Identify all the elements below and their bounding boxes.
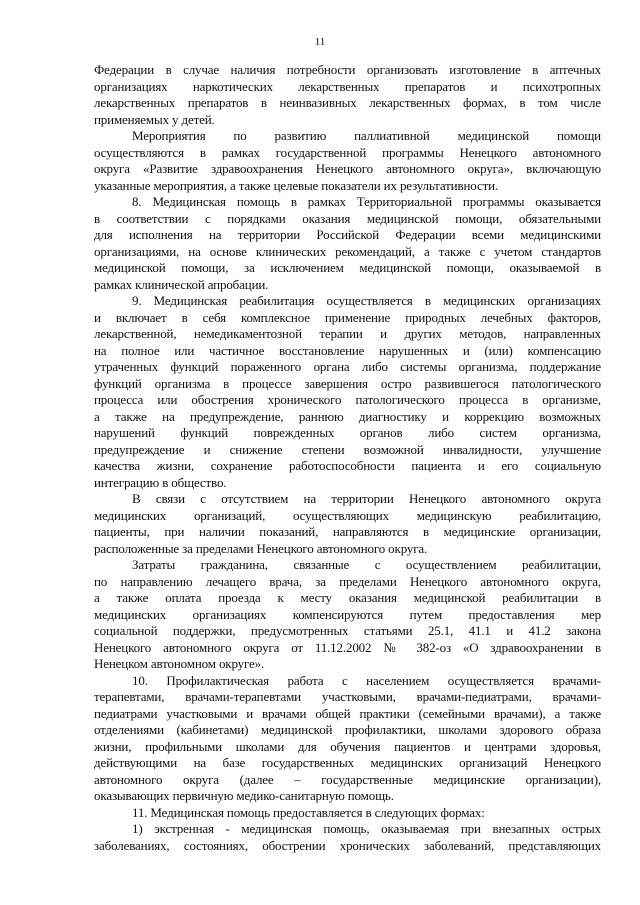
text-line: на полное или частичное восстановление нарушенных и (или) компенсацию (94, 342, 601, 358)
text-line: педиатрами участковыми и врачами общей практики (семейными врачами), а также (94, 705, 601, 721)
text-line: рамках клинической апробации. (94, 276, 269, 292)
paragraph (94, 194, 601, 293)
text-line: медицинских организациях компенсируются путем предоставления мер (94, 606, 601, 622)
text-line: предупреждение и снижение степени возможной инвалидности, улучшение (94, 441, 601, 457)
text-line: качества жизни, сохранение работоспособности пациента и его социальную (94, 458, 601, 473)
text-line: утраченных функций пораженного органа либо системы организма, поддержание (94, 359, 601, 374)
text-line: пациенты, при наличии показаний, направляются в медицинские организации, (94, 524, 601, 539)
text-line: 11. Медицинская помощь предоставляется в следующих формах: (132, 804, 485, 820)
paragraph (94, 491, 601, 557)
text-line: Ненецком автономном округе». (94, 656, 265, 671)
text-line: процесса или обострения хронического патологического процесса в организме, (94, 392, 601, 407)
text-line: по направлению лечащего врача, за пределами Ненецкого автономного округа, (94, 573, 601, 589)
text-line: 9. Медицинская реабилитация осуществляется в медицинских организациях (132, 293, 601, 308)
paragraph (94, 128, 601, 194)
text-line: и включает в себя комплексное применение природных лечебных факторов, (94, 309, 601, 325)
text-line: интеграцию в общество. (94, 474, 227, 490)
paragraph (94, 62, 601, 128)
text-line: осуществляются в рамках государственной программы Ненецкого автономного (94, 144, 601, 160)
text-line: В связи с отсутствием на территории Ненецкого автономного округа (132, 491, 601, 506)
text-line: а также оплата проезда к месту оказания медицинской реабилитации в (94, 590, 601, 605)
text-line: нарушений функций поврежденных органов либо систем организма, (94, 425, 601, 440)
text-line: жизни, профильными школами для обучения пациентов и центрами здоровья, (94, 738, 601, 754)
text-line: функций организма в процессе завершения остро развившегося патологического (94, 375, 601, 391)
text-line: действующими на базе государственных медицинских организаций Ненецкого (94, 755, 601, 770)
paragraph (94, 293, 601, 491)
text-line: Ненецкого автономного округа от 11.12.2002 № 382-оз «О здравоохранении в (94, 639, 601, 655)
text-line: для исполнения на территории Российской Федерации всеми медицинскими (94, 227, 601, 242)
paragraph (94, 805, 601, 822)
text-line: применяемых у детей. (94, 111, 215, 127)
text-line: в соответствии с порядками оказания медицинской помощи, обязательными (94, 210, 601, 226)
text-line: а также на предупреждение, раннюю диагностику и коррекцию возможных (94, 408, 601, 424)
text-line: отделениями (кабинетами) медицинской профилактики, школами здорового образа (94, 722, 601, 737)
text-line: лекарственной, немедикаментозной терапии и других методов, направленных (94, 326, 601, 341)
paragraph (94, 557, 601, 673)
page-number: 11 (314, 36, 326, 48)
text-line: социальной поддержки, предусмотренных статьями 25.1, 41.1 и 41.2 закона (94, 623, 601, 638)
text-line: медицинских организаций, осуществляющих медицинскую реабилитацию, (94, 507, 601, 523)
text-line: медицинской помощи, за исключением медицинской помощи, оказываемой в (94, 260, 601, 275)
text-line: Мероприятия по развитию паллиативной медицинской помощи (132, 128, 601, 143)
text-line: оказывающих первичную медико-санитарную помощь. (94, 788, 394, 803)
text-line: организациях наркотических лекарственных препаратов и психотропных (94, 78, 601, 94)
text-line: лекарственных препаратов в неинвазивных лекарственных формах, в том числе (94, 95, 601, 110)
paragraph (94, 673, 601, 805)
text-line: заболеваниях, состояниях, обострении хронических заболеваний, представляющих (94, 837, 601, 853)
text-line: округа «Развитие здравоохранения Ненецкого автономного округа», включающую (94, 161, 601, 176)
text-line: расположенные за пределами Ненецкого автономного округа. (94, 540, 428, 556)
text-line: автономного округа (далее – государственные медицинские организации), (94, 771, 601, 787)
paragraph (94, 821, 601, 854)
text-line: 1) экстренная - медицинская помощь, оказываемая при внезапных острых (132, 821, 601, 836)
text-line: Затраты гражданина, связанные с осуществлением реабилитации, (132, 557, 601, 572)
text-line: терапевтами, врачами-терапевтами участковыми, врачами-педиатрами, врачами- (94, 689, 601, 704)
text-line: Федерации в случае наличия потребности организовать изготовление в аптечных (94, 62, 601, 77)
text-line: 8. Медицинская помощь в рамках Территориальной программы оказывается (132, 194, 601, 209)
text-line: указанные мероприятия, а также целевые показатели их результативности. (94, 177, 499, 193)
document-body (94, 62, 601, 854)
text-line: организациями, на основе клинических рекомендаций, а также с учетом стандартов (94, 243, 601, 259)
text-line: 10. Профилактическая работа с населением осуществляется врачами- (132, 672, 601, 688)
